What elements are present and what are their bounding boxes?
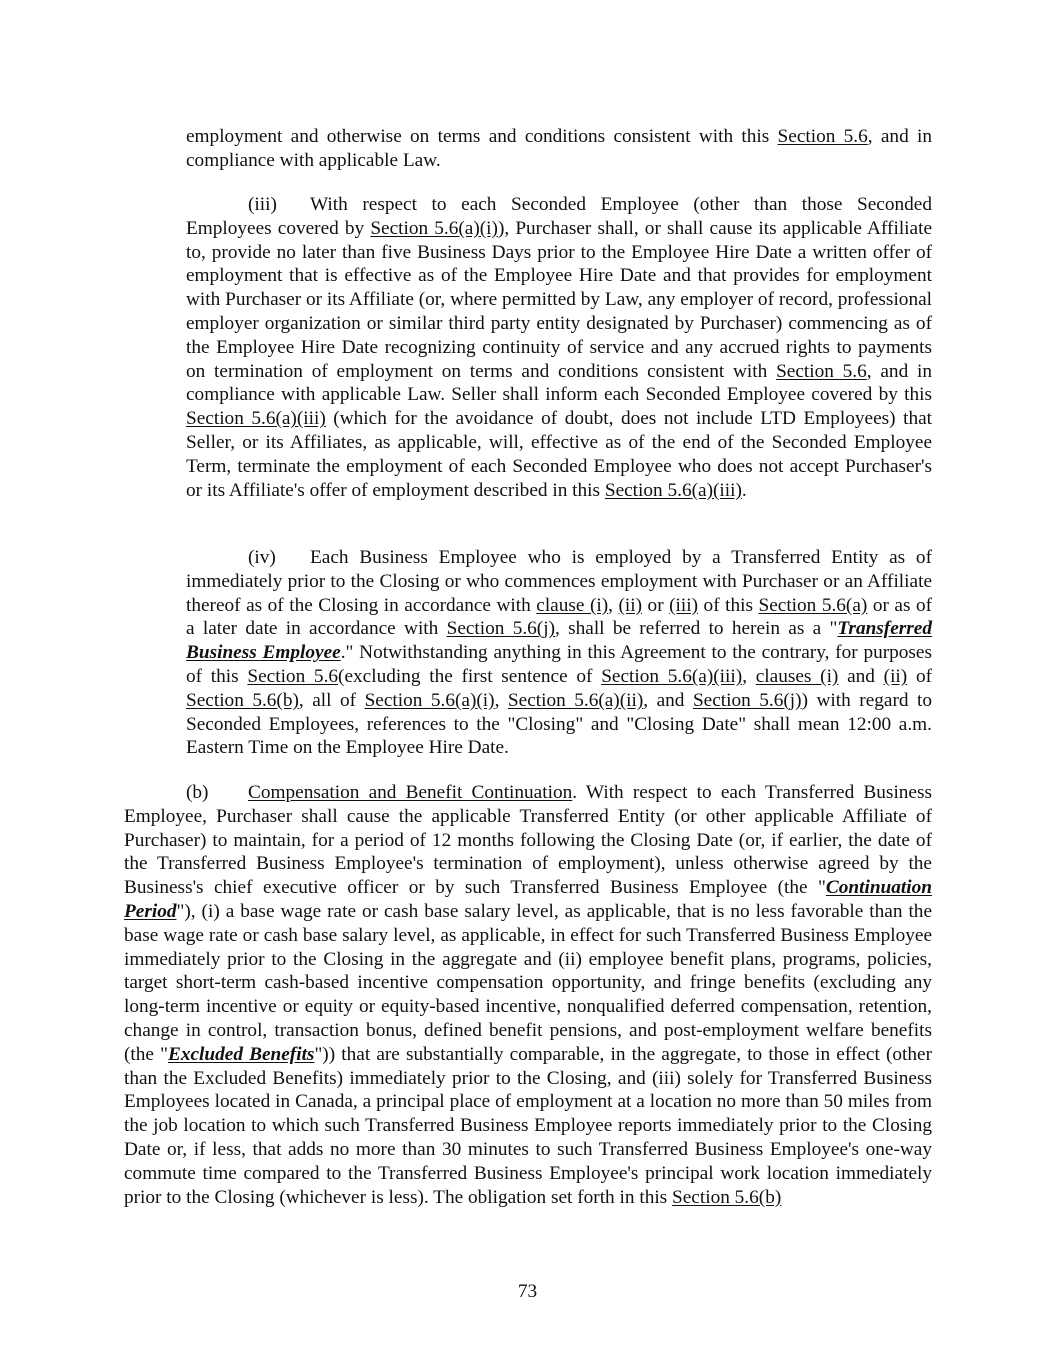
defined-term: Transferred Business Employee — [186, 618, 932, 664]
text-run: , — [608, 594, 619, 616]
section-reference: Section 5.6(j) — [446, 618, 556, 640]
text-run: "), (i) a base wage rate or cash base salary level, as applicable, that is no less favorable than the base wage rate or cash base salary level, as applicable, in effect for such Transferred Business Employee immediately prior to the Closing in the aggregate and (ii) employee benefit plans, programs, policies, target short-term cash-based incentive compensation opportunity, and fringe benefits (excluding any long-term incentive or equity or equity-based incentive, nonqualified deferred compensation, retention, change in control, transaction bonus, defined benefit pensions, and post-employment welfare benefits (the " — [124, 900, 932, 1065]
text-run: Each Business Employee who is employed by a Transferred Entity as of immediately prior to the Closing or who commences employment with Purchaser or an Affiliate thereof as of the Closing in accordance with — [186, 547, 932, 616]
section-reference: Section 5.6(a)(i) — [364, 689, 495, 711]
section-reference: (ii) — [618, 594, 643, 616]
text-run: , all of — [298, 689, 365, 711]
text-run: of — [907, 665, 933, 687]
section-reference: Section 5.6(b) — [186, 689, 299, 711]
section-heading: Compensation and Benefit Continuation — [248, 782, 573, 803]
section-reference: Section 5.6(a)(iii) — [601, 665, 743, 687]
clause-label: (b) — [186, 782, 209, 803]
text-run: , and — [643, 689, 693, 711]
section-reference: Section 5.6(a)(i) — [370, 217, 498, 239]
section-reference: Section 5.6 — [776, 360, 867, 382]
section-reference: Section 5.6(a)(iii) — [604, 479, 742, 501]
text-run: or as of a later date in accordance with — [186, 594, 933, 640]
text-run: and — [838, 665, 884, 687]
page-number: 73 — [517, 1281, 538, 1302]
text-run: ) with regard to Seconded Employees, references to the "Closing" and "Closing Date" shall mean 12:00 a.m. Eastern Time on the Employee Hire Date. — [186, 689, 933, 759]
section-reference: Section 5.6(a)(ii) — [507, 689, 644, 711]
paragraph-section-b — [124, 781, 932, 1209]
paragraph-continuation — [186, 125, 932, 173]
section-reference: Section 5.6(b) — [672, 1186, 782, 1208]
section-reference: Section 5.6(a)(iii) — [186, 408, 326, 430]
text-run: . — [741, 479, 747, 501]
text-run: , shall be referred to herein as a " — [555, 618, 838, 640]
text-run: employment and otherwise on terms and conditions consistent with this — [186, 126, 778, 147]
text-run: ), Purchaser shall, or shall cause its applicable Affiliate to, provide no later than five Business Days prior to the Employee Hire Date a written offer of employment that is effective as of the Employee Hire Date and that provides for employment with Purchaser or its Affiliate (or, where permitted by Law, any employer of record, professional employer organization or similar third party entity designated by Purchaser) commencing as of the Employee Hire Date recognizing continuity of service and any accrued rights to payments on termination of employment on terms and conditions consistent with — [186, 217, 932, 382]
text-run: , and in compliance with applicable Law. — [186, 126, 932, 171]
text-run: , — [742, 665, 756, 687]
section-reference: clauses (i) — [755, 665, 839, 687]
section-reference: Section 5.6(j) — [692, 689, 802, 711]
section-reference: Section 5.6(a) — [758, 594, 868, 616]
clause-label: (iv) — [248, 547, 276, 568]
text-run: or — [642, 594, 670, 616]
text-run: ")) that are substantially comparable, in the aggregate, to those in effect (other than the Excluded Benefits) immediately prior to the Closing, and (iii) solely for Transferred Business Employees located in Canada, a principal place of employment at a location no more than 50 miles from the job location to which such Transferred Business Employee reports immediately prior to the Closing Date or, if less, that adds no more than 30 minutes to such Transferred Business Employee's one-way commute time compared to the Transferred Business Employee's principal work location immediately prior to the Closing (whichever is less). The obligation set forth in this — [124, 1043, 932, 1208]
text-run: . With respect to each Transferred Business Employee, Purchaser shall cause the applicable Transferred Entity (or other applicable Affiliate of Purchaser) to maintain, for a period of 12 months following the Closing Date (or, if earlier, the date of the Transferred Business Employee's termination of employment), unless otherwise agreed by the Business's chief executive officer or by such Transferred Business Employee (the " — [124, 782, 933, 899]
section-reference: Section 5.6 — [777, 126, 868, 147]
text-run: (excluding the first sentence of — [338, 665, 602, 687]
defined-term: Continuation Period — [124, 877, 932, 922]
text-run: With respect to each Seconded Employee (other than those Seconded Employees covered by — [186, 194, 932, 239]
text-run: , — [494, 689, 508, 711]
paragraph-clause-iv — [186, 546, 932, 760]
clause-label: (iii) — [248, 194, 277, 215]
text-run: ." Notwithstanding anything in this Agreement to the contrary, for purposes of this — [186, 642, 932, 687]
defined-term: Excluded Benefits — [167, 1043, 315, 1065]
section-reference: Section 5.6 — [247, 665, 339, 687]
text-run: of this — [698, 594, 759, 616]
text-run: (which for the avoidance of doubt, does not include LTD Employees) that Seller, or its Affiliates, as applicable, will, effective as of the end of the Seconded Employee Term, terminate the employment of each Seconded Employee who does not accept Purchaser's or its Affiliate's offer of employment described in this — [186, 408, 932, 501]
paragraph-clause-iii — [186, 193, 932, 502]
section-reference: (ii) — [883, 665, 908, 687]
text-run: , and in compliance with applicable Law. Seller shall inform each Seconded Employee covered by this — [186, 360, 932, 406]
section-reference: (iii) — [669, 594, 699, 616]
section-reference: clause (i) — [536, 594, 609, 616]
